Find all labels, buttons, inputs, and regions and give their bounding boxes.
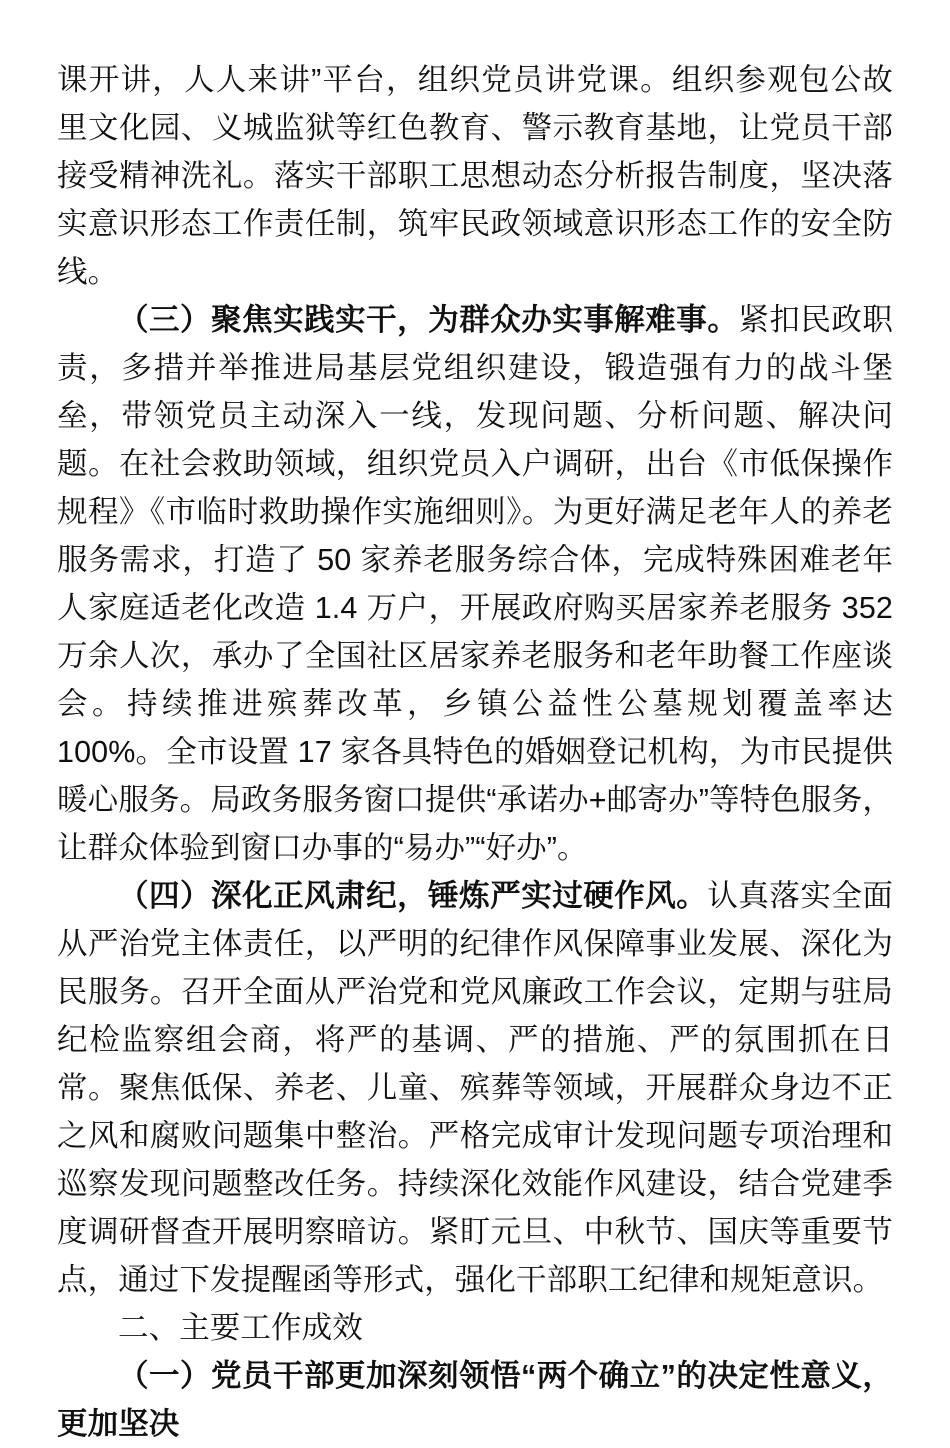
document-body [57, 56, 893, 1448]
paragraph-heading-section-two [57, 1304, 893, 1352]
paragraph-text: 二、主要工作成效 [118, 1311, 363, 1345]
paragraph-subsection-one [57, 1352, 893, 1448]
paragraph-text: 认真落实全面从严治党主体责任，以严明的纪律作风保障事业发展、深化为民服务。召开全面从严治党和党风廉政工作会议，定期与驻局纪检监察组会商，将严的基调、严的措施、严的氛围抓在日常。聚焦低保、养老、儿童、殡葬等领域，开展群众身边不正之风和腐败问题集中整治。严格完成审计发现问题专项治理和巡察发现问题整改任务。持续深化效能作风建设，结合党建季度调研督查开展明察暗访。紧盯元旦、中秋节、国庆等重要节点，通过下发提醒函等形式，强化干部职工纪律和规矩意识。 [57, 879, 893, 1297]
paragraph-section-four [57, 872, 893, 1304]
section-heading-four: （四）深化正风肃纪，锤炼严实过硬作风。 [118, 879, 708, 913]
section-heading-three: （三）聚焦实践实干，为群众办实事解难事。 [118, 303, 739, 337]
paragraph-text: 紧扣民政职责，多措并举推进局基层党组织建设，锻造强有力的战斗堡垒，带领党员主动深入一线，发现问题、分析问题、解决问题。在社会救助领域，组织党员入户调研，出台《市低保操作规程》《市临时救助操作实施细则》。为更好满足老年人的养老服务需求，打造了 50 家养老服务综合体，完成特殊困难老年人家庭适老化改造 1.4 万户，开展政府购买居家养老服务 352 万余人次，承办了全国社区居家养老服务和老年助餐工作座谈会。持续推进殡葬改革，乡镇公益性公墓规划覆盖率达 100%。全市设置 17 家各具特色的婚姻登记机构，为市民提供暖心服务。局政务服务窗口提供“承诺办+邮寄办”等特色服务，让群众体验到窗口办事的“易办”“好办”。 [57, 303, 894, 865]
paragraph-continuation [57, 56, 893, 296]
paragraph-section-three [57, 296, 893, 872]
paragraph-text: （一）党员干部更加深刻领悟“两个确立”的决定性意义，更加坚决 [57, 1359, 893, 1441]
paragraph-text: 课开讲，人人来讲”平台，组织党员讲党课。组织参观包公故里文化园、义城监狱等红色教育、警示教育基地，让党员干部接受精神洗礼。落实干部职工思想动态分析报告制度，坚决落实意识形态工作责任制，筑牢民政领域意识形态工作的安全防线。 [57, 63, 893, 289]
